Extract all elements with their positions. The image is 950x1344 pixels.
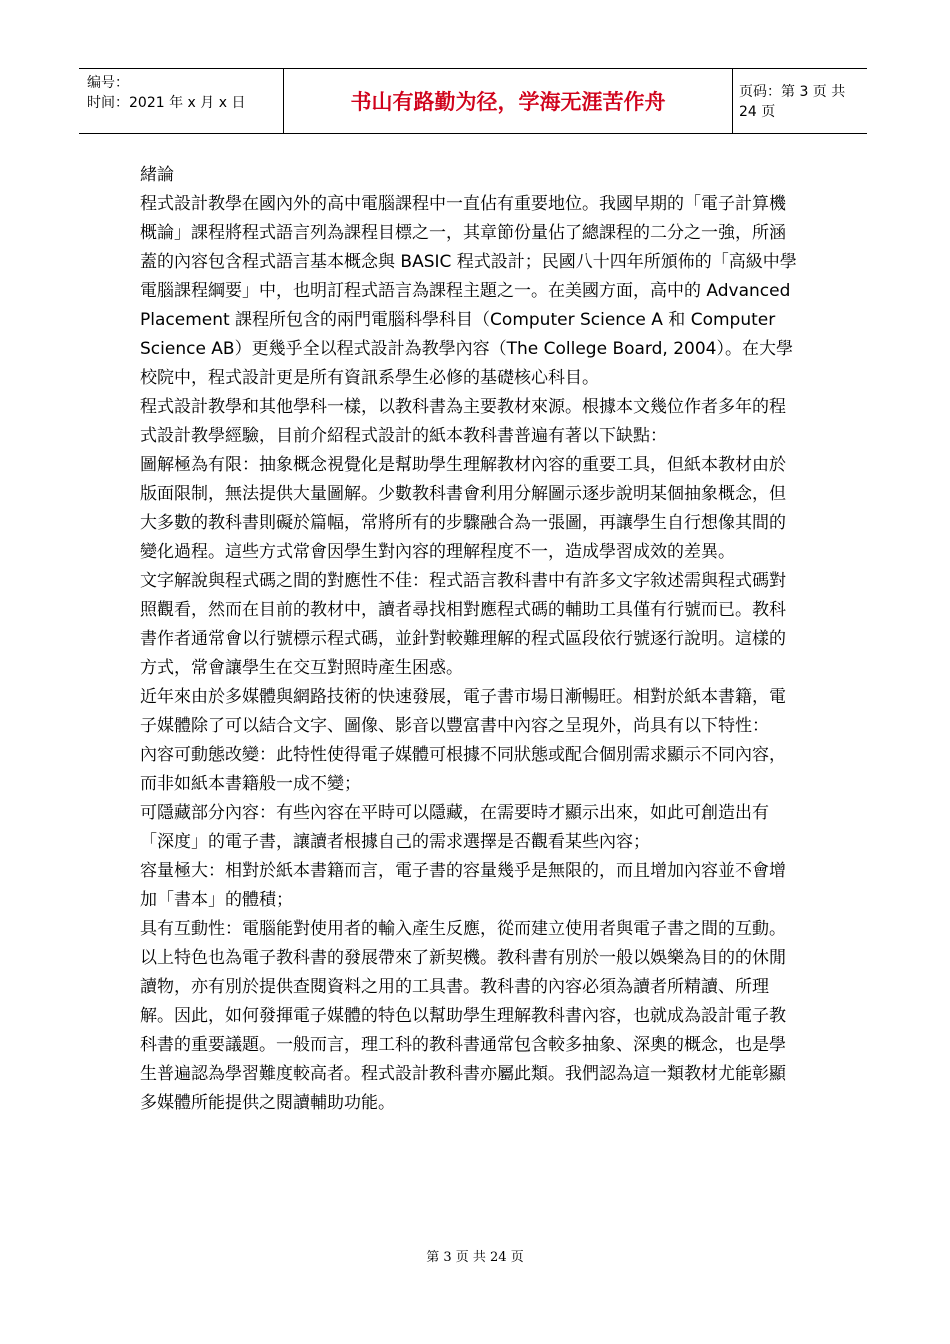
header-page-label: 页码：第 3 页 共 24 页	[739, 84, 846, 120]
paragraph: 可隱藏部分內容：有些內容在平時可以隱藏，在需要時才顯示出來，如此可創造出有「深度」的電子書，讓讀者根據自己的需求選擇是否觀看某些內容；	[140, 803, 769, 852]
paragraph: 程式設計教學在國內外的高中電腦課程中一直佔有重要地位。我國早期的「電子計算機概論」課程將程式語言列為課程目標之一，其章節份量佔了總課程的二分之一強，所涵蓋的內容包含程式語言基本概念與 BASIC 程式設計；民國八十四年所頒佈的「高級中學電腦課程綱要」中，也明訂程式語言為課程主題之一。在美國方面，高中的 Advanced Placement 課程所包含的兩門電腦科學科目（Computer Science A 和 Computer Science AB）更幾乎全以程式設計為教學內容（The College Board, 2004）。在大學校院中，程式設計更是所有資訊系學生必修的基礎核心科目。	[140, 194, 797, 388]
paragraph: 程式設計教學和其他學科一樣，以教科書為主要教材來源。根據本文幾位作者多年的程式設計教學經驗，目前介紹程式設計的紙本教科書普遍有著以下缺點：	[140, 397, 786, 446]
page-footer: 第 3 页 共 24 页	[426, 1250, 524, 1265]
paragraph: 文字解說與程式碼之間的對應性不佳：程式語言教科書中有許多文字敘述需與程式碼對照觀看，然而在目前的教材中，讀者尋找相對應程式碼的輔助工具僅有行號而已。教科書作者通常會以行號標示程式碼，並針對較難理解的程式區段依行號逐行說明。這樣的方式，常會讓學生在交互對照時產生困惑。	[140, 571, 786, 678]
document-number-label: 编号：	[87, 75, 129, 91]
document-time-label: 时间：2021 年 x 月 x 日	[87, 95, 246, 111]
header-info-cell	[79, 69, 284, 133]
paragraph: 以上特色也為電子教科書的發展帶來了新契機。教科書有別於一般以娛樂為目的的休閒讀物，亦有別於提供查閱資料之用的工具書。教科書的內容必須為讀者所精讀、所理解。因此，如何發揮電子媒體的特色以幫助學生理解教科書內容，也就成為設計電子教科書的重要議題。一般而言，理工科的教科書通常包含較多抽象、深奧的概念，也是學生普遍認為學習難度較高者。程式設計教科書亦屬此類。我們認為這一類教材尤能彰顯多媒體所能提供之閱讀輔助功能。	[140, 948, 786, 1113]
paragraph: 近年來由於多媒體與網路技術的快速發展，電子書市場日漸暢旺。相對於紙本書籍，電子媒體除了可以結合文字、圖像、影音以豐富書中內容之呈現外，尚具有以下特性：	[140, 687, 786, 736]
paragraph: 容量極大：相對於紙本書籍而言，電子書的容量幾乎是無限的，而且增加內容並不會增加「書本」的體積；	[140, 861, 786, 910]
section-title: 緒論	[140, 165, 174, 185]
document-body	[140, 161, 800, 1118]
paragraph: 具有互動性：電腦能對使用者的輸入產生反應，從而建立使用者與電子書之間的互動。	[140, 919, 786, 939]
page-header	[79, 68, 867, 134]
paragraph: 圖解極為有限：抽象概念視覺化是幫助學生理解教材內容的重要工具，但紙本教材由於版面限制，無法提供大量圖解。少數教科書會利用分解圖示逐步說明某個抽象概念，但大多數的教科書則礙於篇幅，常將所有的步驟融合為一張圖，再讓學生自行想像其間的變化過程。這些方式常會因學生對內容的理解程度不一，造成學習成效的差異。	[140, 455, 786, 562]
header-motto: 书山有路勤为径，学海无涯苦作舟	[284, 69, 733, 133]
paragraph: 內容可動態改變：此特性使得電子媒體可根據不同狀態或配合個別需求顯示不同內容，而非如紙本書籍般一成不變；	[140, 745, 786, 794]
